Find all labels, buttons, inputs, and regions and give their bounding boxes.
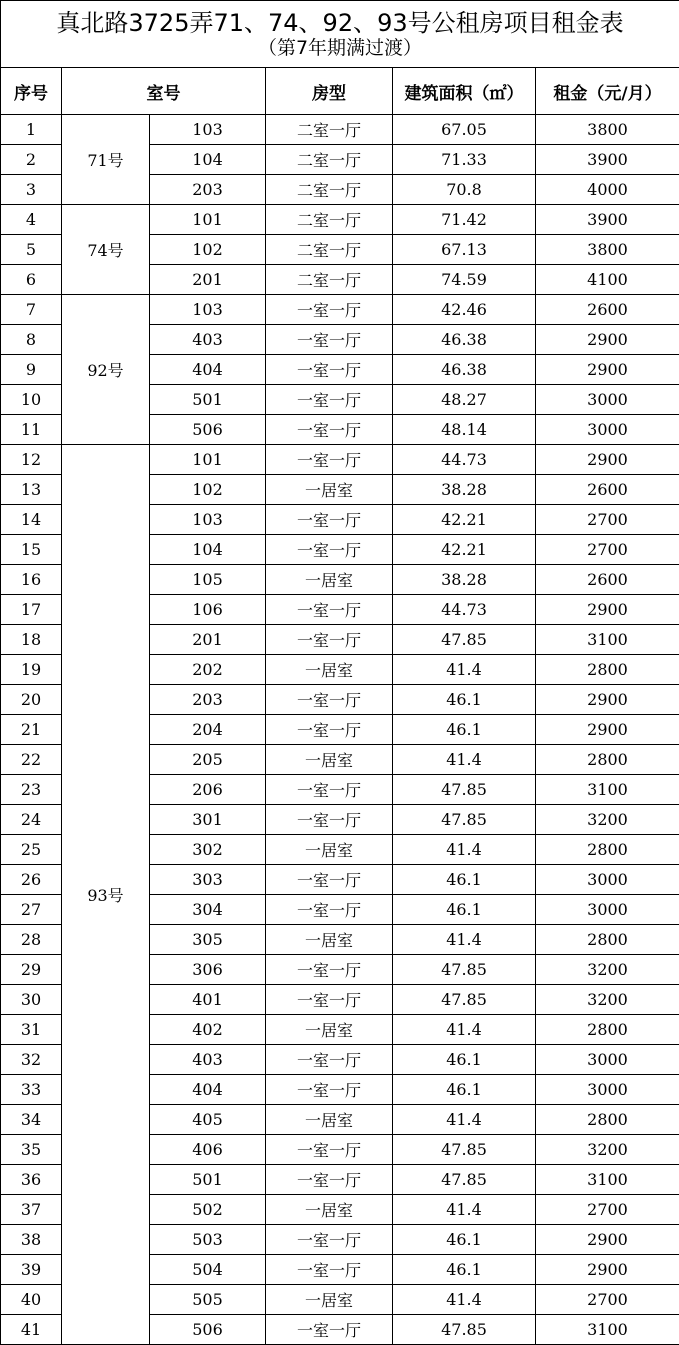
seq-cell: 36 xyxy=(1,1165,62,1195)
area-cell: 46.1 xyxy=(393,685,536,715)
area-cell: 46.1 xyxy=(393,1075,536,1105)
room-cell: 302 xyxy=(150,835,266,865)
seq-cell: 5 xyxy=(1,235,62,265)
title-row xyxy=(1,1,679,68)
area-cell: 46.38 xyxy=(393,355,536,385)
building-cell: 74号 xyxy=(62,205,150,295)
type-cell: 一室一厅 xyxy=(266,1225,393,1255)
area-cell: 74.59 xyxy=(393,265,536,295)
seq-cell: 19 xyxy=(1,655,62,685)
rent-cell: 2600 xyxy=(536,475,679,505)
type-cell: 一室一厅 xyxy=(266,355,393,385)
type-cell: 一室一厅 xyxy=(266,445,393,475)
area-cell: 67.13 xyxy=(393,235,536,265)
rent-cell: 3200 xyxy=(536,985,679,1015)
seq-cell: 26 xyxy=(1,865,62,895)
rent-cell: 2900 xyxy=(536,715,679,745)
type-cell: 一居室 xyxy=(266,655,393,685)
seq-cell: 15 xyxy=(1,535,62,565)
type-cell: 一室一厅 xyxy=(266,1045,393,1075)
seq-cell: 34 xyxy=(1,1105,62,1135)
type-cell: 一居室 xyxy=(266,475,393,505)
room-cell: 404 xyxy=(150,1075,266,1105)
seq-cell: 8 xyxy=(1,325,62,355)
room-cell: 202 xyxy=(150,655,266,685)
building-cell: 71号 xyxy=(62,115,150,205)
area-cell: 47.85 xyxy=(393,775,536,805)
rent-cell: 3100 xyxy=(536,1315,679,1345)
type-cell: 一室一厅 xyxy=(266,295,393,325)
seq-cell: 30 xyxy=(1,985,62,1015)
area-cell: 46.1 xyxy=(393,1255,536,1285)
seq-cell: 27 xyxy=(1,895,62,925)
rent-cell: 3100 xyxy=(536,1165,679,1195)
seq-cell: 38 xyxy=(1,1225,62,1255)
seq-cell: 22 xyxy=(1,745,62,775)
type-cell: 一室一厅 xyxy=(266,955,393,985)
type-cell: 二室一厅 xyxy=(266,115,393,145)
area-cell: 47.85 xyxy=(393,1315,536,1345)
seq-cell: 11 xyxy=(1,415,62,445)
type-cell: 一室一厅 xyxy=(266,505,393,535)
rent-cell: 3800 xyxy=(536,235,679,265)
type-cell: 一室一厅 xyxy=(266,1165,393,1195)
room-cell: 504 xyxy=(150,1255,266,1285)
seq-cell: 16 xyxy=(1,565,62,595)
type-cell: 二室一厅 xyxy=(266,145,393,175)
room-cell: 106 xyxy=(150,595,266,625)
room-cell: 406 xyxy=(150,1135,266,1165)
area-cell: 46.38 xyxy=(393,325,536,355)
area-cell: 41.4 xyxy=(393,925,536,955)
title-cell xyxy=(1,1,679,68)
area-cell: 47.85 xyxy=(393,1165,536,1195)
room-cell: 205 xyxy=(150,745,266,775)
seq-cell: 13 xyxy=(1,475,62,505)
type-cell: 一室一厅 xyxy=(266,535,393,565)
rent-cell: 2700 xyxy=(536,1285,679,1315)
area-cell: 42.21 xyxy=(393,505,536,535)
area-cell: 41.4 xyxy=(393,745,536,775)
rent-cell: 4000 xyxy=(536,175,679,205)
room-cell: 306 xyxy=(150,955,266,985)
room-cell: 201 xyxy=(150,625,266,655)
rent-cell: 2900 xyxy=(536,1255,679,1285)
header-room: 室号 xyxy=(62,68,266,115)
table-row xyxy=(1,295,679,325)
rent-cell: 3100 xyxy=(536,775,679,805)
rent-cell: 3900 xyxy=(536,205,679,235)
type-cell: 一居室 xyxy=(266,1105,393,1135)
area-cell: 70.8 xyxy=(393,175,536,205)
room-cell: 403 xyxy=(150,325,266,355)
seq-cell: 32 xyxy=(1,1045,62,1075)
type-cell: 一室一厅 xyxy=(266,805,393,835)
type-cell: 一居室 xyxy=(266,745,393,775)
seq-cell: 6 xyxy=(1,265,62,295)
rent-cell: 3100 xyxy=(536,625,679,655)
room-cell: 305 xyxy=(150,925,266,955)
room-cell: 104 xyxy=(150,535,266,565)
room-cell: 403 xyxy=(150,1045,266,1075)
area-cell: 46.1 xyxy=(393,715,536,745)
seq-cell: 40 xyxy=(1,1285,62,1315)
area-cell: 71.33 xyxy=(393,145,536,175)
rent-cell: 2900 xyxy=(536,595,679,625)
table-row xyxy=(1,115,679,145)
seq-cell: 21 xyxy=(1,715,62,745)
room-cell: 503 xyxy=(150,1225,266,1255)
header-rent: 租金（元/月） xyxy=(536,68,679,115)
type-cell: 一居室 xyxy=(266,835,393,865)
room-cell: 506 xyxy=(150,1315,266,1345)
table-row xyxy=(1,445,679,475)
seq-cell: 25 xyxy=(1,835,62,865)
area-cell: 41.4 xyxy=(393,835,536,865)
area-cell: 44.73 xyxy=(393,445,536,475)
room-cell: 204 xyxy=(150,715,266,745)
seq-cell: 23 xyxy=(1,775,62,805)
area-cell: 46.1 xyxy=(393,1225,536,1255)
rent-cell: 2800 xyxy=(536,925,679,955)
seq-cell: 1 xyxy=(1,115,62,145)
rent-cell: 2700 xyxy=(536,1195,679,1225)
area-cell: 41.4 xyxy=(393,1015,536,1045)
rent-cell: 3000 xyxy=(536,1075,679,1105)
type-cell: 一室一厅 xyxy=(266,325,393,355)
type-cell: 一室一厅 xyxy=(266,715,393,745)
room-cell: 203 xyxy=(150,175,266,205)
type-cell: 一室一厅 xyxy=(266,865,393,895)
room-cell: 101 xyxy=(150,205,266,235)
room-cell: 405 xyxy=(150,1105,266,1135)
rent-cell: 2900 xyxy=(536,445,679,475)
area-cell: 38.28 xyxy=(393,565,536,595)
type-cell: 一室一厅 xyxy=(266,685,393,715)
type-cell: 一室一厅 xyxy=(266,1135,393,1165)
rent-cell: 2800 xyxy=(536,655,679,685)
room-cell: 502 xyxy=(150,1195,266,1225)
table-body xyxy=(1,115,679,1345)
area-cell: 41.4 xyxy=(393,655,536,685)
room-cell: 103 xyxy=(150,115,266,145)
rent-cell: 3000 xyxy=(536,415,679,445)
rent-cell: 2800 xyxy=(536,1015,679,1045)
area-cell: 48.27 xyxy=(393,385,536,415)
seq-cell: 28 xyxy=(1,925,62,955)
area-cell: 71.42 xyxy=(393,205,536,235)
type-cell: 二室一厅 xyxy=(266,235,393,265)
type-cell: 一居室 xyxy=(266,1195,393,1225)
room-cell: 203 xyxy=(150,685,266,715)
page-subtitle: （第7年期满过渡） xyxy=(1,38,679,60)
rent-cell: 2700 xyxy=(536,535,679,565)
room-cell: 105 xyxy=(150,565,266,595)
rent-cell: 3200 xyxy=(536,955,679,985)
seq-cell: 7 xyxy=(1,295,62,325)
seq-cell: 37 xyxy=(1,1195,62,1225)
type-cell: 一室一厅 xyxy=(266,895,393,925)
header-type: 房型 xyxy=(266,68,393,115)
room-cell: 102 xyxy=(150,475,266,505)
seq-cell: 24 xyxy=(1,805,62,835)
seq-cell: 14 xyxy=(1,505,62,535)
seq-cell: 4 xyxy=(1,205,62,235)
room-cell: 301 xyxy=(150,805,266,835)
area-cell: 44.73 xyxy=(393,595,536,625)
seq-cell: 35 xyxy=(1,1135,62,1165)
building-cell: 93号 xyxy=(62,445,150,1345)
type-cell: 一室一厅 xyxy=(266,775,393,805)
type-cell: 一室一厅 xyxy=(266,985,393,1015)
type-cell: 一室一厅 xyxy=(266,1075,393,1105)
area-cell: 48.14 xyxy=(393,415,536,445)
seq-cell: 20 xyxy=(1,685,62,715)
area-cell: 46.1 xyxy=(393,895,536,925)
type-cell: 一室一厅 xyxy=(266,1315,393,1345)
type-cell: 一室一厅 xyxy=(266,625,393,655)
area-cell: 46.1 xyxy=(393,865,536,895)
room-cell: 103 xyxy=(150,295,266,325)
area-cell: 47.85 xyxy=(393,985,536,1015)
table-row xyxy=(1,205,679,235)
room-cell: 404 xyxy=(150,355,266,385)
header-row xyxy=(1,68,679,115)
room-cell: 201 xyxy=(150,265,266,295)
seq-cell: 12 xyxy=(1,445,62,475)
seq-cell: 9 xyxy=(1,355,62,385)
header-area: 建筑面积（㎡） xyxy=(393,68,536,115)
area-cell: 47.85 xyxy=(393,805,536,835)
rent-cell: 3000 xyxy=(536,385,679,415)
type-cell: 一居室 xyxy=(266,925,393,955)
rent-cell: 3200 xyxy=(536,1135,679,1165)
room-cell: 505 xyxy=(150,1285,266,1315)
rent-cell: 2800 xyxy=(536,835,679,865)
seq-cell: 3 xyxy=(1,175,62,205)
room-cell: 102 xyxy=(150,235,266,265)
seq-cell: 10 xyxy=(1,385,62,415)
room-cell: 506 xyxy=(150,415,266,445)
type-cell: 二室一厅 xyxy=(266,175,393,205)
type-cell: 一居室 xyxy=(266,565,393,595)
type-cell: 一室一厅 xyxy=(266,595,393,625)
type-cell: 一室一厅 xyxy=(266,385,393,415)
rent-cell: 4100 xyxy=(536,265,679,295)
rent-cell: 2600 xyxy=(536,295,679,325)
type-cell: 一居室 xyxy=(266,1015,393,1045)
type-cell: 一居室 xyxy=(266,1285,393,1315)
room-cell: 501 xyxy=(150,385,266,415)
type-cell: 二室一厅 xyxy=(266,205,393,235)
room-cell: 402 xyxy=(150,1015,266,1045)
seq-cell: 39 xyxy=(1,1255,62,1285)
area-cell: 41.4 xyxy=(393,1285,536,1315)
room-cell: 304 xyxy=(150,895,266,925)
area-cell: 47.85 xyxy=(393,1135,536,1165)
header-seq: 序号 xyxy=(1,68,62,115)
seq-cell: 33 xyxy=(1,1075,62,1105)
room-cell: 103 xyxy=(150,505,266,535)
rent-cell: 2900 xyxy=(536,355,679,385)
seq-cell: 31 xyxy=(1,1015,62,1045)
area-cell: 42.46 xyxy=(393,295,536,325)
area-cell: 46.1 xyxy=(393,1045,536,1075)
rent-cell: 3000 xyxy=(536,895,679,925)
area-cell: 41.4 xyxy=(393,1195,536,1225)
room-cell: 206 xyxy=(150,775,266,805)
area-cell: 41.4 xyxy=(393,1105,536,1135)
seq-cell: 2 xyxy=(1,145,62,175)
rent-cell: 2800 xyxy=(536,745,679,775)
type-cell: 一室一厅 xyxy=(266,415,393,445)
room-cell: 101 xyxy=(150,445,266,475)
seq-cell: 41 xyxy=(1,1315,62,1345)
building-cell: 92号 xyxy=(62,295,150,445)
seq-cell: 29 xyxy=(1,955,62,985)
type-cell: 二室一厅 xyxy=(266,265,393,295)
type-cell: 一室一厅 xyxy=(266,1255,393,1285)
rent-cell: 2600 xyxy=(536,565,679,595)
rent-cell: 3000 xyxy=(536,1045,679,1075)
page-title: 真北路3725弄71、74、92、93号公租房项目租金表 xyxy=(1,8,679,38)
rent-cell: 3000 xyxy=(536,865,679,895)
area-cell: 47.85 xyxy=(393,625,536,655)
rent-cell: 2900 xyxy=(536,1225,679,1255)
rent-cell: 2700 xyxy=(536,505,679,535)
rent-cell: 3900 xyxy=(536,145,679,175)
rent-cell: 3200 xyxy=(536,805,679,835)
room-cell: 501 xyxy=(150,1165,266,1195)
rent-cell: 2900 xyxy=(536,685,679,715)
seq-cell: 17 xyxy=(1,595,62,625)
seq-cell: 18 xyxy=(1,625,62,655)
area-cell: 47.85 xyxy=(393,955,536,985)
room-cell: 303 xyxy=(150,865,266,895)
area-cell: 42.21 xyxy=(393,535,536,565)
room-cell: 401 xyxy=(150,985,266,1015)
rent-cell: 2900 xyxy=(536,325,679,355)
area-cell: 38.28 xyxy=(393,475,536,505)
room-cell: 104 xyxy=(150,145,266,175)
rent-cell: 2800 xyxy=(536,1105,679,1135)
rent-cell: 3800 xyxy=(536,115,679,145)
area-cell: 67.05 xyxy=(393,115,536,145)
